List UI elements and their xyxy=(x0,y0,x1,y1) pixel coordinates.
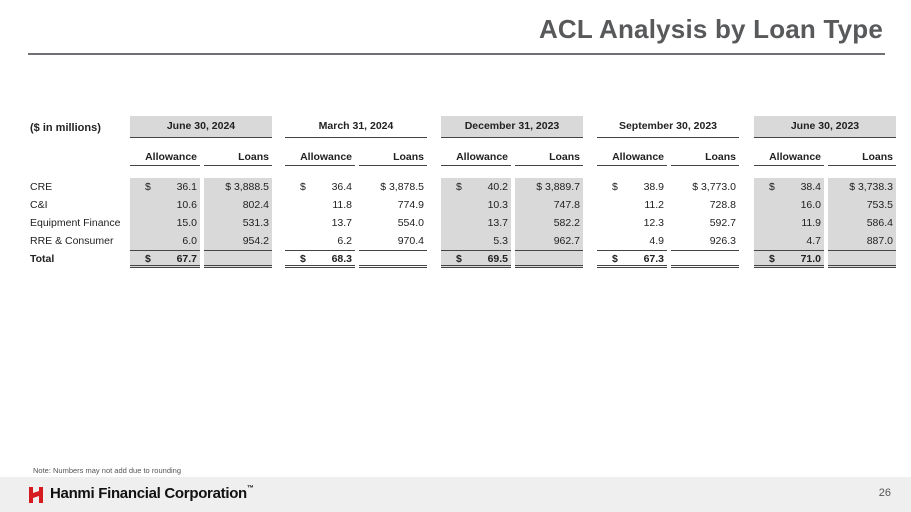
currency-symbol: $ xyxy=(612,181,618,193)
allowance-value: 16.0 xyxy=(800,199,821,211)
row-label: Equipment Finance xyxy=(30,217,121,229)
allowance-value: 38.9 xyxy=(643,181,664,193)
allowance-cell xyxy=(597,250,667,268)
loans-cell xyxy=(515,250,583,268)
row-label: RRE & Consumer xyxy=(30,235,114,247)
allowance-cell xyxy=(285,232,355,250)
loans-header: Loans xyxy=(828,148,896,166)
rounding-note: Note: Numbers may not add due to rounding xyxy=(33,466,182,475)
company-logo-text: Hanmi Financial Corporation™ xyxy=(50,485,254,502)
row-label: Total xyxy=(30,253,55,265)
loans-cell: 554.0 xyxy=(397,217,424,229)
allowance-value: 13.7 xyxy=(331,217,352,229)
table-row xyxy=(30,178,892,196)
total-double-rule xyxy=(671,265,739,268)
total-double-rule xyxy=(754,265,824,268)
allowance-value: 36.1 xyxy=(176,181,197,193)
allowance-header: Allowance xyxy=(597,148,667,166)
currency-symbol: $ xyxy=(769,253,775,265)
table-row xyxy=(30,214,892,232)
loans-cell: 802.4 xyxy=(204,196,272,214)
allowance-value: 15.0 xyxy=(176,217,197,229)
allowance-cell xyxy=(285,178,355,196)
loans-header: Loans xyxy=(671,148,739,166)
currency-symbol: $ xyxy=(456,253,462,265)
allowance-value: 10.6 xyxy=(176,199,197,211)
allowance-cell xyxy=(754,196,824,214)
title-rule xyxy=(28,53,885,55)
loans-cell: 926.3 xyxy=(709,235,736,247)
loans-cell: 728.8 xyxy=(709,199,736,211)
allowance-cell xyxy=(130,196,200,214)
loans-cell xyxy=(671,250,739,268)
loans-cell: $ 3,878.5 xyxy=(380,181,424,193)
loans-cell xyxy=(204,250,272,268)
period-header: March 31, 2024 xyxy=(285,116,427,138)
total-double-rule xyxy=(828,265,896,268)
total-double-rule xyxy=(204,265,272,268)
allowance-value: 6.0 xyxy=(182,235,197,247)
period-header: September 30, 2023 xyxy=(597,116,739,138)
loans-cell: 747.8 xyxy=(515,196,583,214)
loans-cell: $ 3,889.7 xyxy=(515,178,583,196)
loans-cell: $ 3,888.5 xyxy=(204,178,272,196)
currency-symbol: $ xyxy=(300,253,306,265)
loans-cell: 582.2 xyxy=(515,214,583,232)
loans-cell: 753.5 xyxy=(828,196,896,214)
footer xyxy=(0,477,911,512)
loans-header: Loans xyxy=(204,148,272,166)
loans-cell: 954.2 xyxy=(204,232,272,250)
allowance-value: 40.2 xyxy=(487,181,508,193)
total-rule xyxy=(285,250,355,251)
allowance-value: 71.0 xyxy=(800,253,821,265)
table-row xyxy=(30,196,892,214)
allowance-header: Allowance xyxy=(285,148,355,166)
allowance-cell xyxy=(130,232,200,250)
total-rule xyxy=(359,250,427,251)
allowance-cell xyxy=(130,214,200,232)
allowance-cell xyxy=(130,250,200,268)
allowance-cell xyxy=(597,214,667,232)
period-header: June 30, 2024 xyxy=(130,116,272,138)
currency-symbol: $ xyxy=(612,253,618,265)
allowance-value: 38.4 xyxy=(800,181,821,193)
allowance-value: 11.9 xyxy=(801,217,821,229)
page-number: 26 xyxy=(878,487,891,499)
allowance-cell xyxy=(597,196,667,214)
allowance-cell xyxy=(754,214,824,232)
allowance-value: 4.9 xyxy=(649,235,664,247)
loans-cell: 970.4 xyxy=(397,235,424,247)
total-rule xyxy=(828,250,896,251)
allowance-header: Allowance xyxy=(754,148,824,166)
period-header-row xyxy=(30,116,892,140)
total-rule xyxy=(597,250,667,251)
allowance-value: 4.7 xyxy=(806,235,821,247)
loans-cell xyxy=(359,250,427,268)
allowance-value: 12.3 xyxy=(643,217,664,229)
allowance-value: 6.2 xyxy=(337,235,352,247)
row-label: C&I xyxy=(30,199,48,211)
allowance-value: 36.4 xyxy=(331,181,352,193)
total-double-rule xyxy=(597,265,667,268)
units-label: ($ in millions) xyxy=(30,122,101,134)
allowance-value: 11.2 xyxy=(644,199,664,211)
loans-cell xyxy=(828,250,896,268)
page-title: ACL Analysis by Loan Type xyxy=(538,14,883,44)
allowance-cell xyxy=(441,214,511,232)
period-header: December 31, 2023 xyxy=(441,116,583,138)
table-row xyxy=(30,232,892,250)
total-double-rule xyxy=(359,265,427,268)
allowance-cell xyxy=(754,178,824,196)
row-label: CRE xyxy=(30,181,53,193)
allowance-cell xyxy=(285,196,355,214)
loans-cell: 887.0 xyxy=(828,232,896,250)
allowance-header: Allowance xyxy=(130,148,200,166)
allowance-cell xyxy=(441,232,511,250)
total-double-rule xyxy=(130,265,200,268)
allowance-cell xyxy=(285,214,355,232)
allowance-cell xyxy=(130,178,200,196)
allowance-header: Allowance xyxy=(441,148,511,166)
allowance-cell xyxy=(754,250,824,268)
loans-cell: 962.7 xyxy=(515,232,583,250)
currency-symbol: $ xyxy=(145,181,151,193)
loans-cell: 586.4 xyxy=(828,214,896,232)
allowance-cell xyxy=(441,250,511,268)
period-header: June 30, 2023 xyxy=(754,116,896,138)
allowance-value: 13.7 xyxy=(487,217,508,229)
currency-symbol: $ xyxy=(456,181,462,193)
allowance-value: 10.3 xyxy=(487,199,508,211)
total-rule xyxy=(671,250,739,251)
allowance-cell xyxy=(441,196,511,214)
hanmi-logo-icon xyxy=(27,485,45,505)
loans-header: Loans xyxy=(359,148,427,166)
loans-cell: $ 3,773.0 xyxy=(692,181,736,193)
allowance-value: 67.7 xyxy=(176,253,197,265)
loans-cell: $ 3,738.3 xyxy=(828,178,896,196)
total-rule xyxy=(515,250,583,251)
loans-cell: 531.3 xyxy=(204,214,272,232)
loans-header: Loans xyxy=(515,148,583,166)
total-double-rule xyxy=(441,265,511,268)
total-rule xyxy=(204,250,272,251)
allowance-cell xyxy=(597,178,667,196)
allowance-cell xyxy=(597,232,667,250)
allowance-value: 69.5 xyxy=(487,253,508,265)
allowance-value: 5.3 xyxy=(493,235,508,247)
total-rule xyxy=(130,250,200,251)
loans-cell: 774.9 xyxy=(397,199,424,211)
allowance-value: 67.3 xyxy=(643,253,664,265)
subheader-row xyxy=(30,140,892,168)
allowance-cell xyxy=(441,178,511,196)
currency-symbol: $ xyxy=(145,253,151,265)
currency-symbol: $ xyxy=(769,181,775,193)
total-double-rule xyxy=(285,265,355,268)
currency-symbol: $ xyxy=(300,181,306,193)
total-row xyxy=(30,250,892,268)
allowance-value: 68.3 xyxy=(331,253,352,265)
acl-table xyxy=(30,116,892,268)
allowance-cell xyxy=(754,232,824,250)
total-double-rule xyxy=(515,265,583,268)
loans-cell: 592.7 xyxy=(709,217,736,229)
total-rule xyxy=(754,250,824,251)
allowance-value: 11.8 xyxy=(332,199,352,211)
total-rule xyxy=(441,250,511,251)
allowance-cell xyxy=(285,250,355,268)
